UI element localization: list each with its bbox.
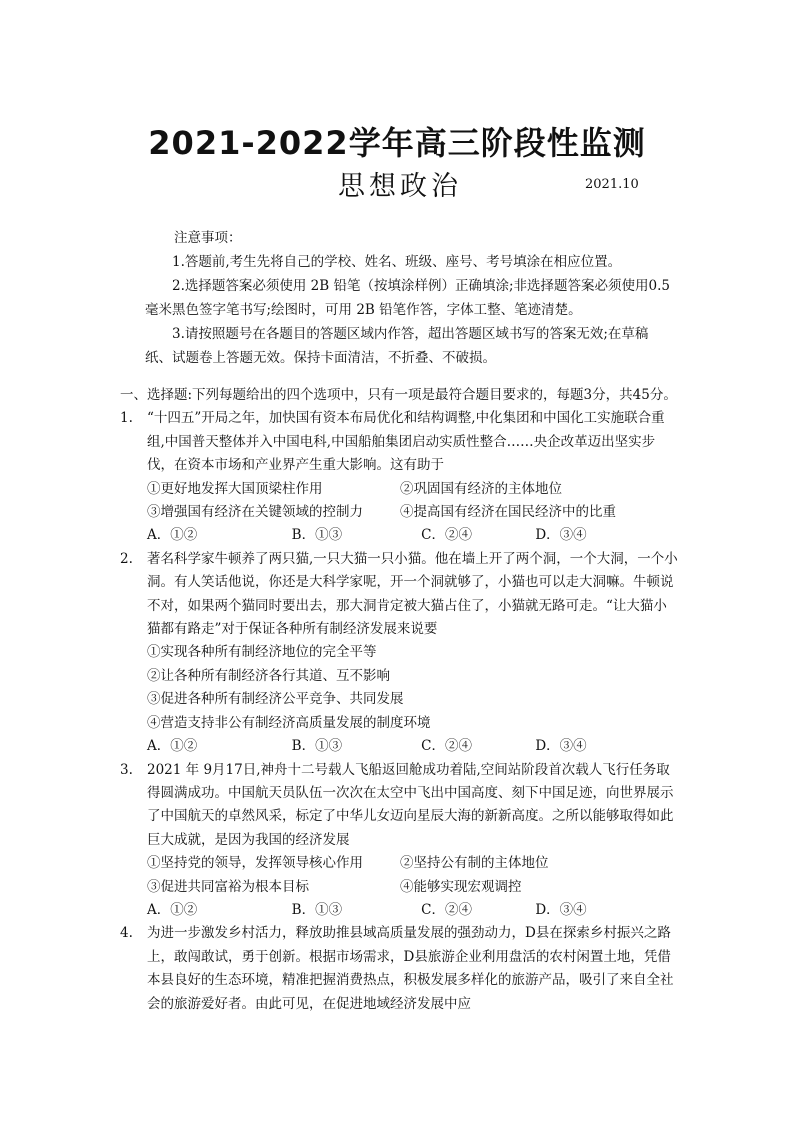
option-statement: ④能够实现宏观调控 (400, 878, 522, 895)
answer-choice-b: B．①③ (291, 738, 343, 755)
option-row (147, 852, 680, 875)
notice-item-3: 3.请按照题号在各题目的答题区域内作答，超出答题区域书写的答案无效;在草稿纸、试题卷上答题无效。保持卡面清洁，不折叠、不破损。 (145, 326, 649, 366)
option-statement: ②让各种所有制经济各行其道、互不影响 (147, 667, 390, 684)
question-stem: 为进一步激发乡村活力，释放助推县域高质量发展的强劲动力，D县在探索乡村振兴之路上，敢闯敢试，勇于创新。根据市场需求，D县旅游企业利用盘活的农村闲置土地，凭借本县良好的生态环境，精准把握消费热点，积极发展多样化的旅游产品，吸引了来自全社会的旅游爱好者。由此可见，在促进地域经济发展中应 (147, 925, 674, 1012)
option-statement: ②巩固国有经济的主体地位 (400, 480, 562, 497)
question-1 (120, 407, 680, 547)
section-heading: 一、选择题:下列每题给出的四个选项中，只有一项是最符合题目要求的，每题3分，共45分。 (120, 387, 677, 403)
option-statement: ②坚持公有制的主体地位 (400, 855, 549, 872)
answer-choice-d: D．③④ (535, 901, 587, 918)
answer-choice-d: D．③④ (535, 527, 587, 544)
answer-choice-d: D．③④ (535, 738, 587, 755)
notice-block (145, 226, 675, 370)
question-2 (120, 548, 680, 759)
answer-choice-c: C．②④ (421, 901, 472, 918)
option-row (147, 501, 680, 524)
answer-choice-a: A．①② (147, 527, 198, 544)
option-row (147, 478, 680, 501)
answer-choice-a: A．①② (147, 901, 198, 918)
question-number: 3. (120, 761, 133, 778)
option-statement: ③促进各种所有制经济公平竞争、共同发展 (147, 691, 404, 708)
question-number: 2. (120, 550, 133, 567)
question-number: 4. (120, 925, 133, 942)
answer-choices (147, 524, 680, 547)
answer-choice-b: B．①③ (291, 901, 343, 918)
subject-title: 思想政治 (338, 171, 462, 202)
question-number: 1. (120, 410, 133, 427)
notice-item-2: 2.选择题答案必须使用 2B 铅笔（按填涂样例）正确填涂;非选择题答案必须使用0.5毫米黑色签字笔书写;绘图时，可用 2B 铅笔作答，字体工整、笔迹清楚。 (145, 278, 670, 318)
question-3 (120, 759, 680, 923)
option-statement: ④提高国有经济在国民经济中的比重 (400, 504, 616, 521)
question-4 (120, 922, 680, 1016)
option-statement: ①更好地发挥大国顶梁柱作用 (147, 480, 323, 497)
answer-choices (147, 899, 680, 922)
option-statement: ③促进共同富裕为根本目标 (147, 878, 309, 895)
exam-title: 2021-2022学年高三阶段性监测 (148, 124, 646, 162)
answer-choice-a: A．①② (147, 738, 198, 755)
exam-date: 2021.10 (585, 177, 639, 192)
option-statement: ①实现各种所有制经济地位的完全平等 (147, 644, 377, 661)
answer-choice-c: C．②④ (421, 738, 472, 755)
notice-item-1: 1.答题前,考生先将自己的学校、姓名、班级、座号、考号填涂在相应位置。 (172, 254, 622, 270)
answer-choice-b: B．①③ (291, 527, 343, 544)
option-statement: ①坚持党的领导，发挥领导核心作用 (147, 855, 363, 872)
questions-block (120, 384, 680, 1016)
answer-choice-c: C．②④ (421, 527, 472, 544)
question-stem: 著名科学家牛顿养了两只猫,一只大猫一只小猫。他在墙上开了两个洞，一个大洞，一个小洞。有人笑话他说，你还是大科学家呢，开一个洞就够了，小猫也可以走大洞嘛。牛顿说不对，如果两个猫同时要出去，那大洞肯定被大猫占住了，小猫就无路可走。“让大猫小猫都有路走”对于保证各种所有制经济发展来说要 (147, 550, 678, 638)
question-stem: “十四五”开局之年，加快国有资本布局优化和结构调整,中化集团和中国化工实施联合重组,中国普天整体并入中国电科,中国船舶集团启动实质性整合……央企改革迈出坚实步伐，在资本市场和产业界产生重大影响。这有助于 (147, 410, 665, 474)
option-statement: ③增强国有经济在关键领域的控制力 (147, 504, 363, 521)
notice-heading: 注意事项： (174, 230, 242, 246)
answer-choices (147, 735, 680, 758)
question-stem: 2021 年 9月17日,神舟十二号载人飞船返回舱成功着陆,空间站阶段首次载人飞行任务取得圆满成功。中国航天员队伍一次次在太空中飞出中国高度、刻下中国足迹，向世界展示了中国航天的卓然风采，标定了中华儿女迈向星辰大海的新新高度。之所以能够取得如此巨大成就，是因为我国的经济发展 (147, 761, 674, 848)
option-row (147, 876, 680, 899)
option-statement: ④营造支持非公有制经济高质量发展的制度环境 (147, 714, 431, 731)
